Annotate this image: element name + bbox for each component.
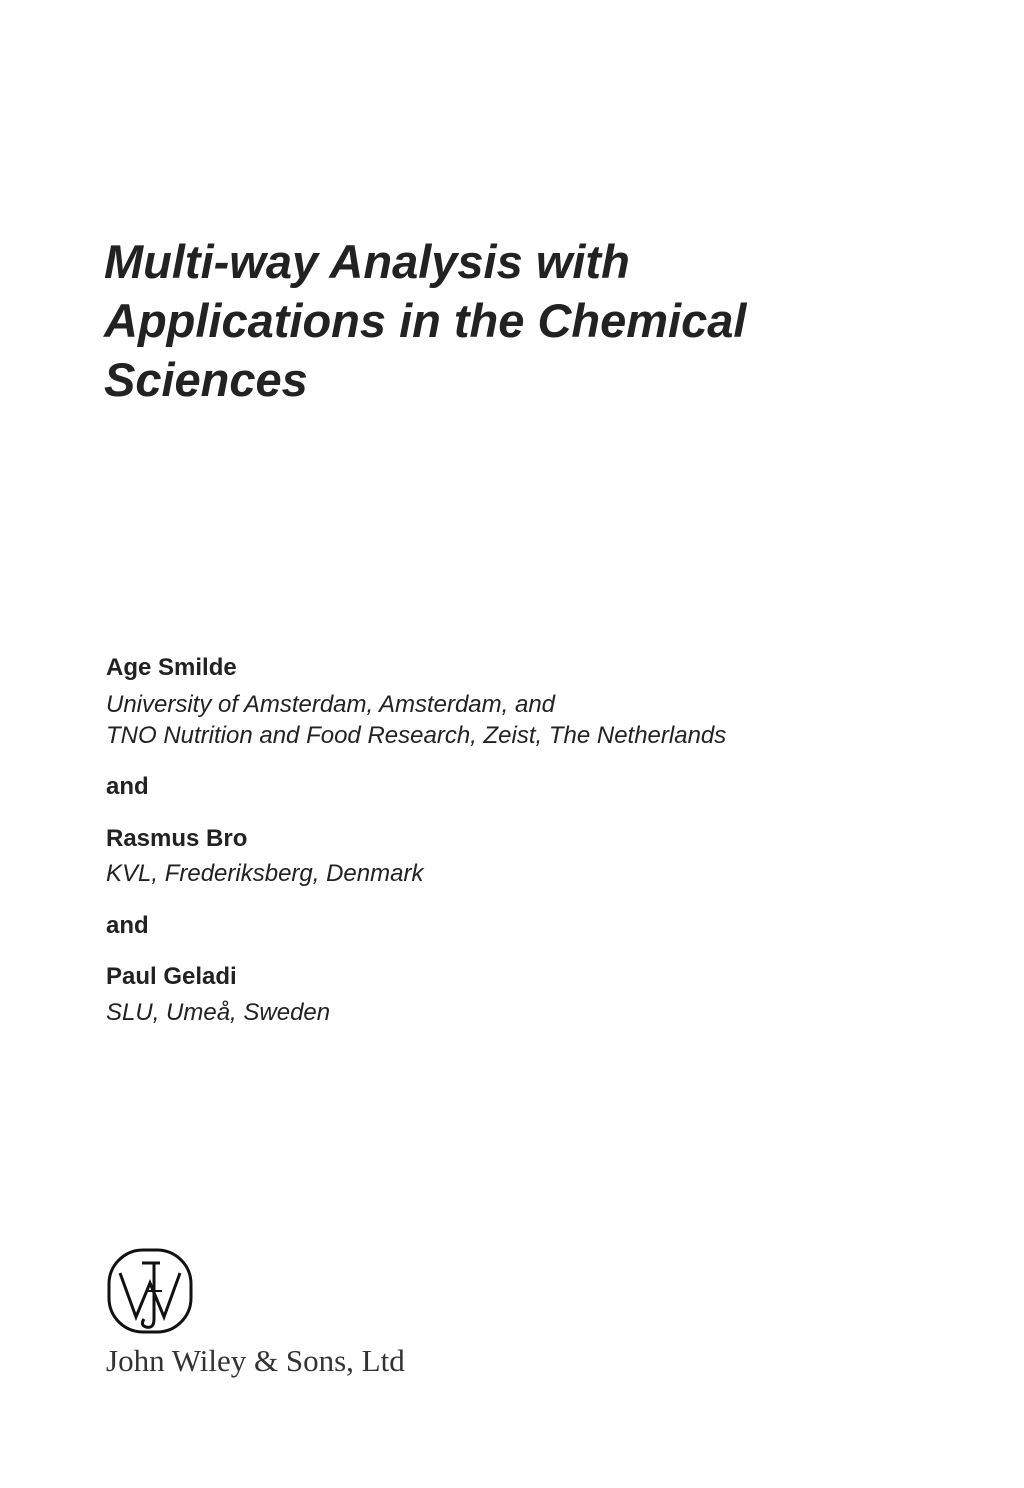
author-affiliation: [106, 997, 330, 1028]
affiliation-line: University of Amsterdam, Amsterdam, and: [106, 691, 556, 718]
book-title: [104, 232, 746, 409]
title-line: Multi-way Analysis with: [104, 235, 630, 288]
publisher-name: John Wiley & Sons, Ltd: [106, 1343, 405, 1378]
author-name: Paul Geladi: [106, 963, 237, 990]
and-separator: and: [106, 773, 149, 800]
title-line: Sciences: [104, 353, 308, 406]
and-separator: and: [106, 912, 149, 939]
affiliation-line: KVL, Frederiksberg, Denmark: [106, 860, 424, 887]
affiliation-line: SLU, Umeå, Sweden: [106, 999, 331, 1026]
author-name: Age Smilde: [106, 654, 237, 681]
affiliation-line: TNO Nutrition and Food Research, Zeist, The Netherlands: [106, 722, 727, 749]
author-affiliation: [106, 689, 726, 751]
wiley-logo-icon: [106, 1247, 194, 1335]
author-name: Rasmus Bro: [106, 825, 248, 852]
title-line: Applications in the Chemical: [104, 294, 747, 347]
author-affiliation: [106, 858, 423, 889]
